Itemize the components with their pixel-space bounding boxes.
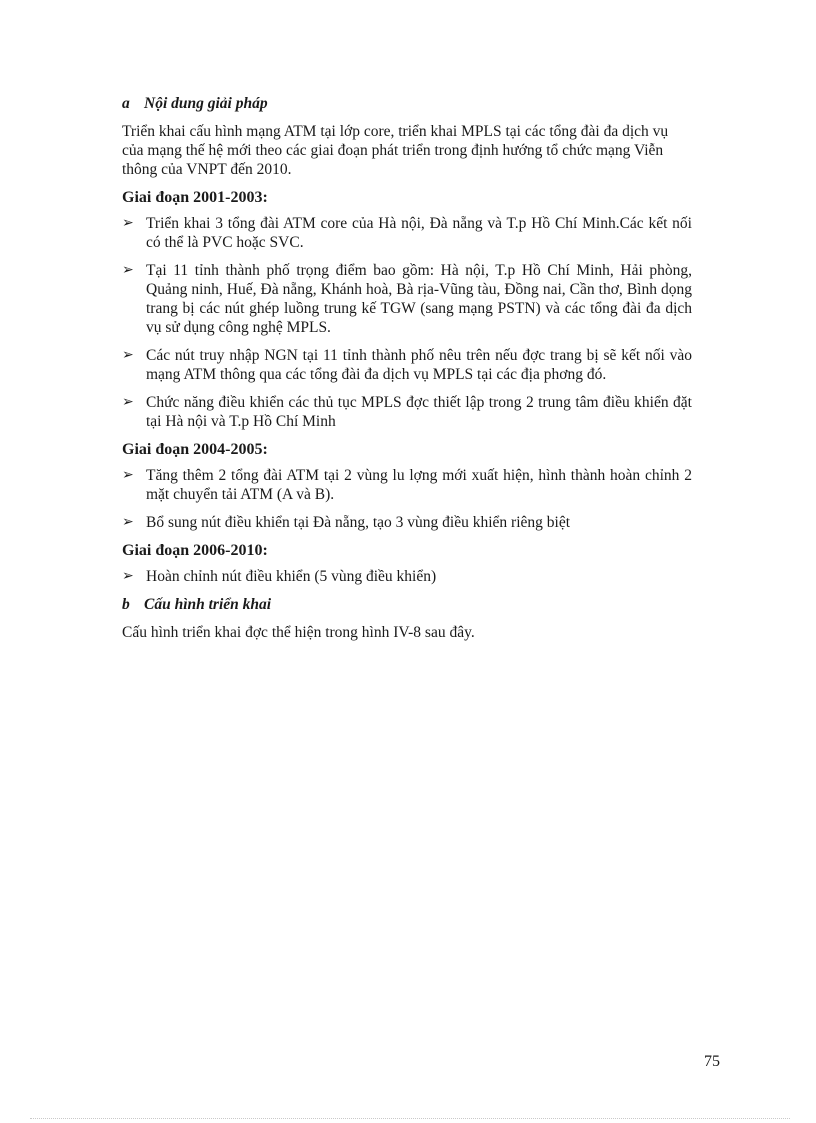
list-item-text: Các nút truy nhập NGN tại 11 tỉnh thành phố nêu trên nếu đợc trang bị sẽ kết nối vào mạng ATM thông qua các tổng đài đa dịch vụ MPLS tại các địa phơng đó. [146, 347, 692, 383]
list-item-text: Tăng thêm 2 tổng đài ATM tại 2 vùng lu lợng mới xuất hiện, hình thành hoàn chỉnh 2 mặt chuyển tải ATM (A và B). [146, 467, 692, 503]
list-item-text: Tại 11 tỉnh thành phố trọng điểm bao gồm: Hà nội, T.p Hồ Chí Minh, Hải phòng, Quảng ninh, Huế, Đà nẵng, Khánh hoà, Bà rịa-Vũng tàu, Đồng nai, Cần thơ, Bình dọng trang bị các nút ghép luồng trung kế TGW (sang mạng PSTN) và các tổng đài đa dịch vụ sử dụng công nghệ MPLS. [146, 262, 692, 336]
list-item-text: Chức năng điều khiển các thủ tục MPLS đợc thiết lập trong 2 trung tâm điều khiển đặt tại Hà nội và T.p Hồ Chí Minh [146, 394, 692, 430]
footer-divider [30, 1118, 790, 1119]
list-item [122, 346, 692, 384]
section-b-letter: b [122, 596, 130, 613]
section-b-heading [122, 595, 692, 614]
arrow-bullet-icon: ➢ [122, 216, 134, 231]
arrow-bullet-icon: ➢ [122, 348, 134, 363]
section-a-intro: Triển khai cấu hình mạng ATM tại lớp core, triển khai MPLS tại các tổng đài đa dịch vụ của mạng thế hệ mới theo các giai đoạn phát triển trong định hướng tổ chức mạng Viễn thông của VNPT đến 2010. [122, 123, 669, 178]
arrow-bullet-icon: ➢ [122, 263, 134, 278]
section-b-intro: Cấu hình triển khai đợc thể hiện trong hình IV-8 sau đây. [122, 624, 475, 641]
list-item [122, 466, 692, 504]
list-item [122, 513, 692, 532]
list-item [122, 261, 692, 337]
list-item-text: Triển khai 3 tổng đài ATM core của Hà nội, Đà nẵng và T.p Hồ Chí Minh.Các kết nối có thể là PVC hoặc SVC. [146, 215, 692, 251]
phase-3-heading: Giai đoạn 2006-2010: [122, 542, 268, 559]
section-a-letter: a [122, 95, 130, 112]
section-a-title: Nội dung giải pháp [144, 95, 268, 112]
section-a-heading [122, 94, 692, 113]
arrow-bullet-icon: ➢ [122, 395, 134, 410]
arrow-bullet-icon: ➢ [122, 569, 134, 584]
list-item [122, 393, 692, 431]
list-item-text: Hoàn chỉnh nút điều khiển (5 vùng điều khiển) [146, 568, 437, 585]
list-item-text: Bổ sung nút điều khiển tại Đà nẵng, tạo 3 vùng điều khiển riêng biệt [146, 514, 571, 531]
list-item [122, 214, 692, 252]
phase-1-heading: Giai đoạn 2001-2003: [122, 189, 268, 206]
section-b-title: Cấu hình triển khai [144, 596, 272, 613]
document-body [122, 94, 692, 651]
list-item [122, 567, 692, 586]
page-number: 75 [704, 1053, 720, 1070]
phase-2-heading: Giai đoạn 2004-2005: [122, 441, 268, 458]
arrow-bullet-icon: ➢ [122, 515, 134, 530]
arrow-bullet-icon: ➢ [122, 468, 134, 483]
